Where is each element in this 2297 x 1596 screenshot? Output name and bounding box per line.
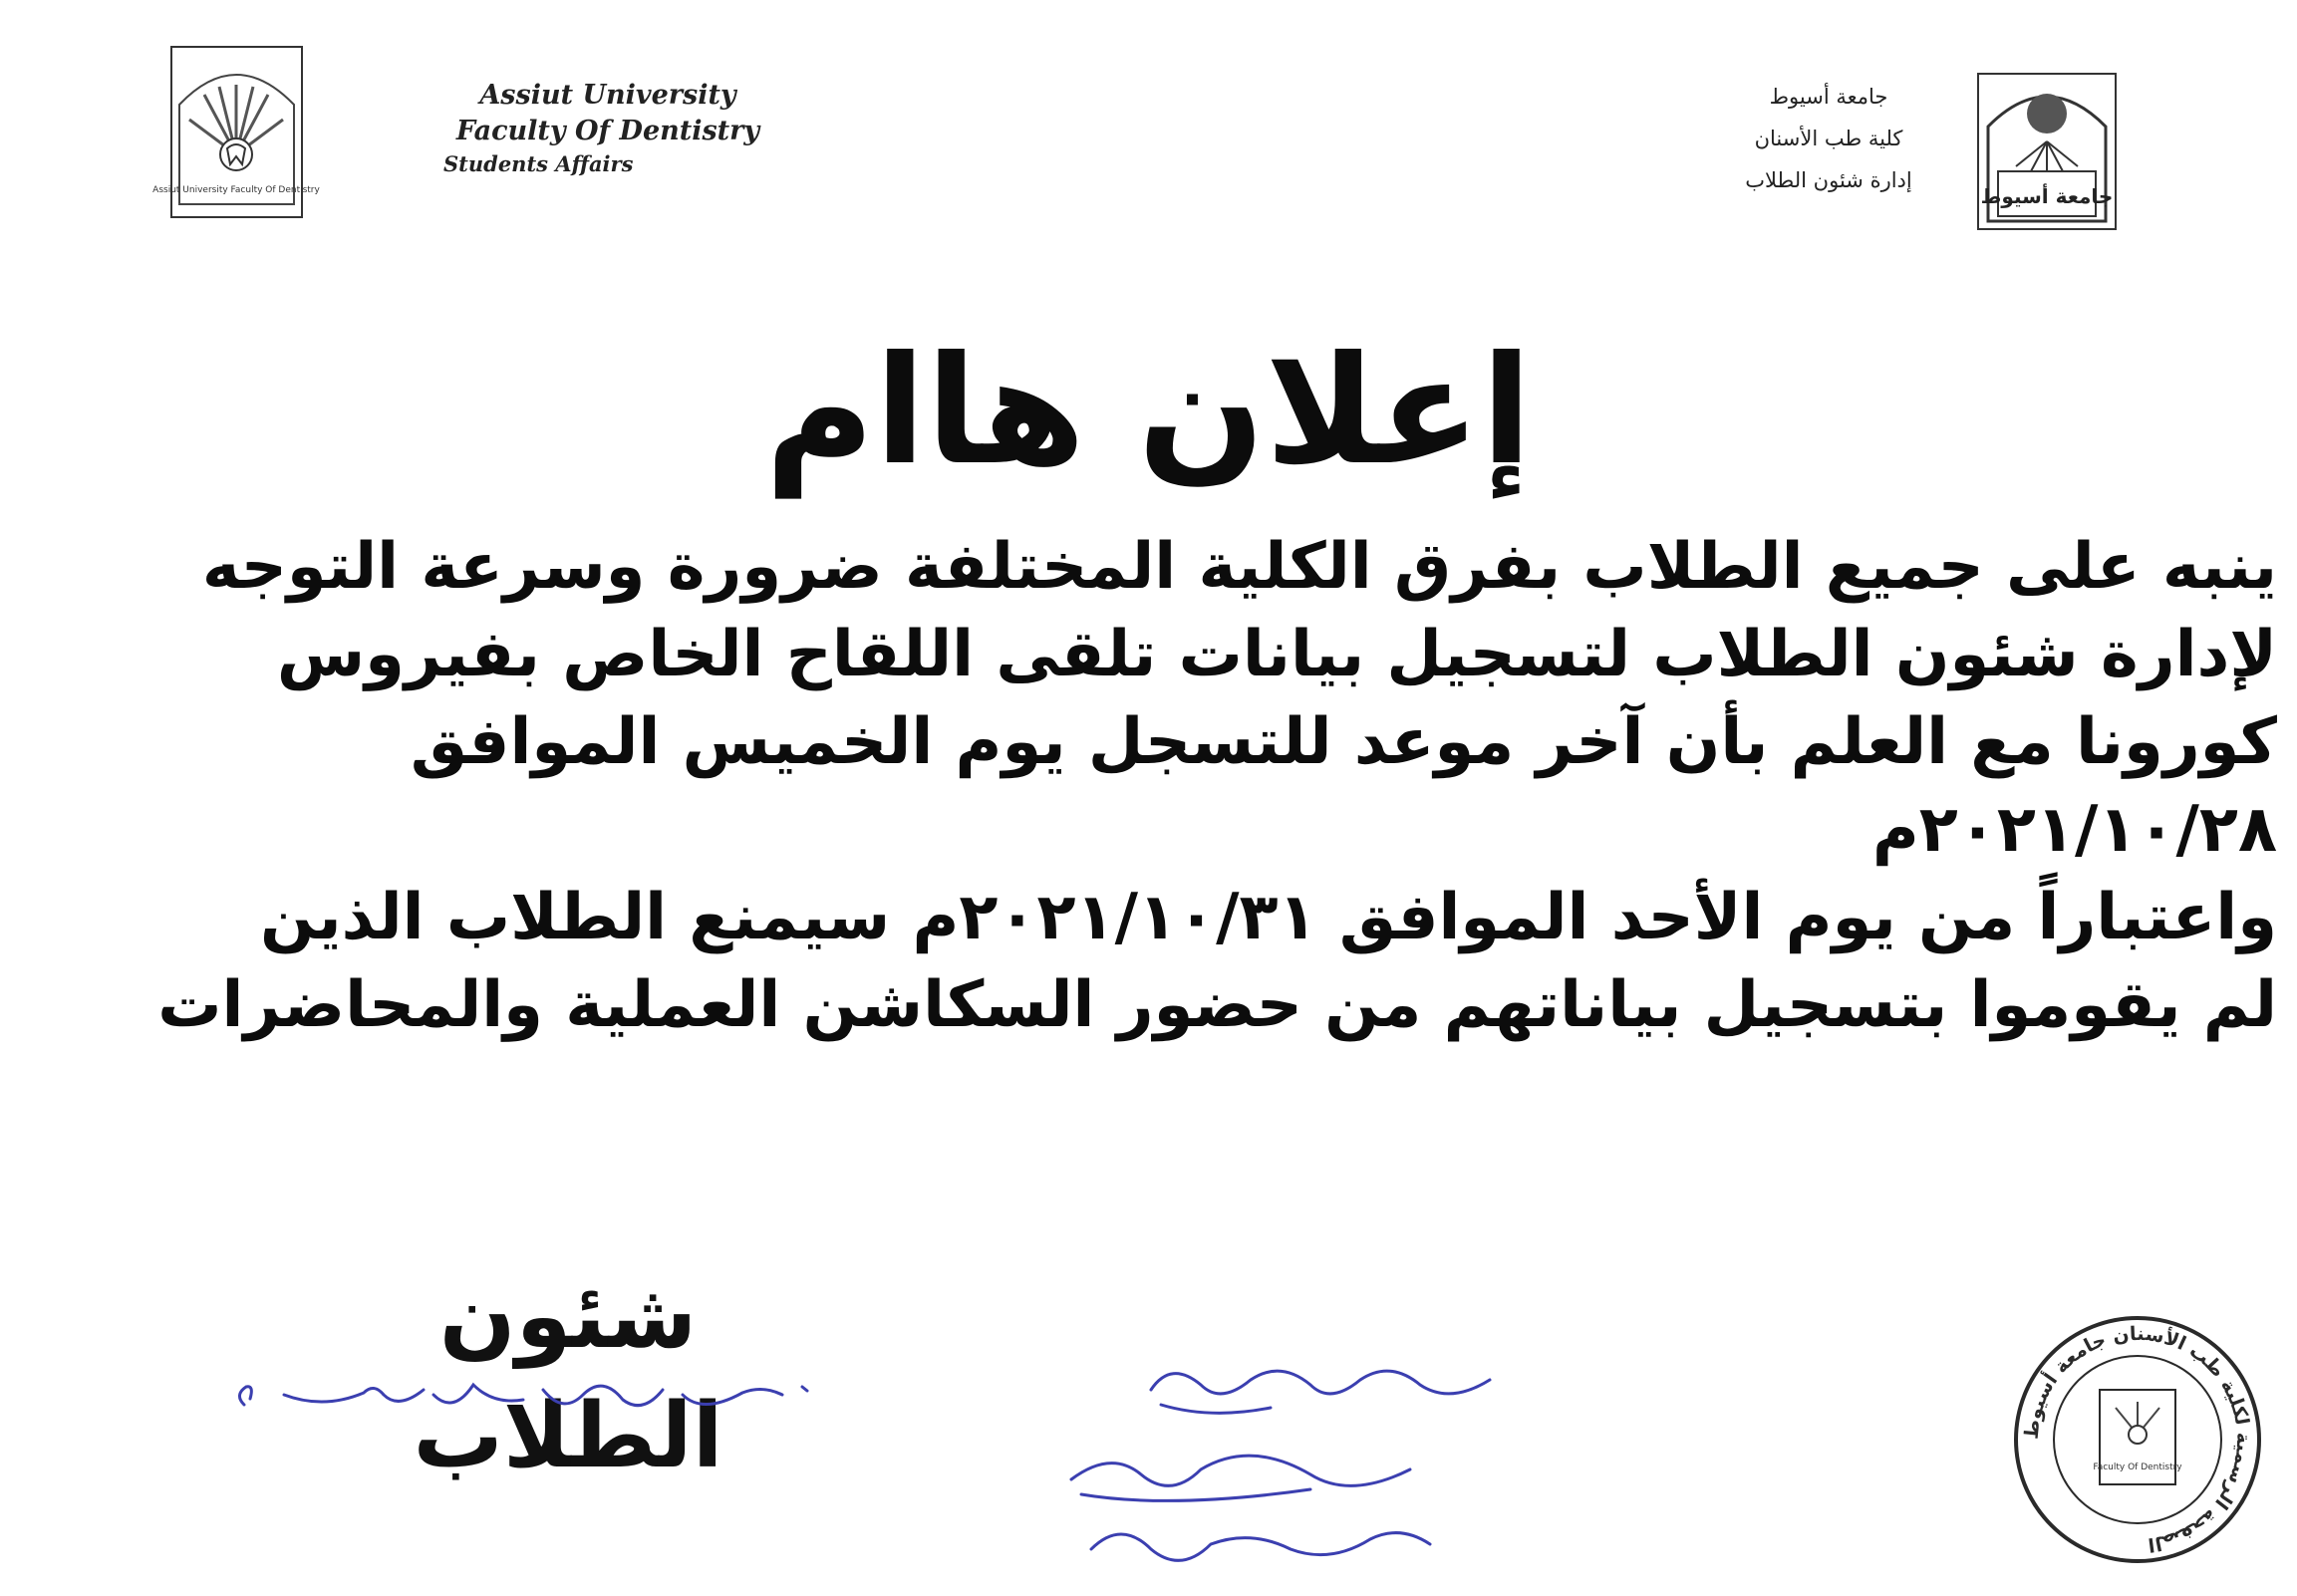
student-affairs-signoff: شئون الطلاب xyxy=(413,1264,723,1488)
body-line-1: ينبه على جميع الطلاب بفرق الكلية المختلفة ضرورة وسرعة التوجه xyxy=(201,530,2277,604)
official-stamp xyxy=(2008,1310,2267,1569)
svg-text:الصفحة الرسمية لكلية طب الأسنا: الصفحة الرسمية لكلية طب الأسنان جامعة أسيوط xyxy=(2020,1322,2255,1556)
assiut-university-logo-right xyxy=(1976,72,2118,231)
assiut-university-logo-left xyxy=(152,45,320,219)
english-header xyxy=(429,78,787,179)
handwritten-signature-center xyxy=(1051,1350,1550,1579)
department-name-en: Students Affairs xyxy=(443,151,634,176)
svg-text:Faculty Of Dentistry: Faculty Of Dentistry xyxy=(2093,1463,2182,1472)
body-line-4-date: ٢٠٢١/١٠/٢٨م xyxy=(1871,793,2277,867)
body-line-2: لإدارة شئون الطلاب لتسجيل بيانات تلقى اللقاح الخاص بفيروس xyxy=(276,618,2277,691)
university-emblem-icon xyxy=(1976,72,2118,231)
dentistry-emblem-icon xyxy=(152,45,320,219)
faculty-name-ar: كلية طب الأسنان xyxy=(1754,127,1903,150)
university-name-en: Assiut University xyxy=(479,80,736,111)
arabic-header xyxy=(1684,76,1973,201)
body-line-3: كورونا مع العلم بأن آخر موعد للتسجل يوم الخميس الموافق xyxy=(410,705,2277,779)
body-line-5: واعتباراً من يوم الأحد الموافق ٢٠٢١/١٠/٣١م سيمنع الطلاب الذين xyxy=(260,881,2277,954)
department-name-ar: إدارة شئون الطلاب xyxy=(1745,168,1912,192)
svg-text:جامعة أسيوط: جامعة أسيوط xyxy=(1980,184,2114,208)
body-line-6: لم يقوموا بتسجيل بياناتهم من حضور السكاشن العملية والمحاضرات xyxy=(157,968,2277,1042)
faculty-name-en: Faculty Of Dentistry xyxy=(455,116,760,146)
announcement-body xyxy=(20,523,2277,1049)
handwritten-signature-left xyxy=(224,1355,822,1445)
announcement-title: إعلان هاام xyxy=(764,325,1533,498)
svg-text:Assiut University Faculty Of D: Assiut University Faculty Of Dentistry xyxy=(152,185,320,195)
round-seal-icon xyxy=(2008,1310,2267,1569)
university-name-ar: جامعة أسيوط xyxy=(1769,85,1888,109)
